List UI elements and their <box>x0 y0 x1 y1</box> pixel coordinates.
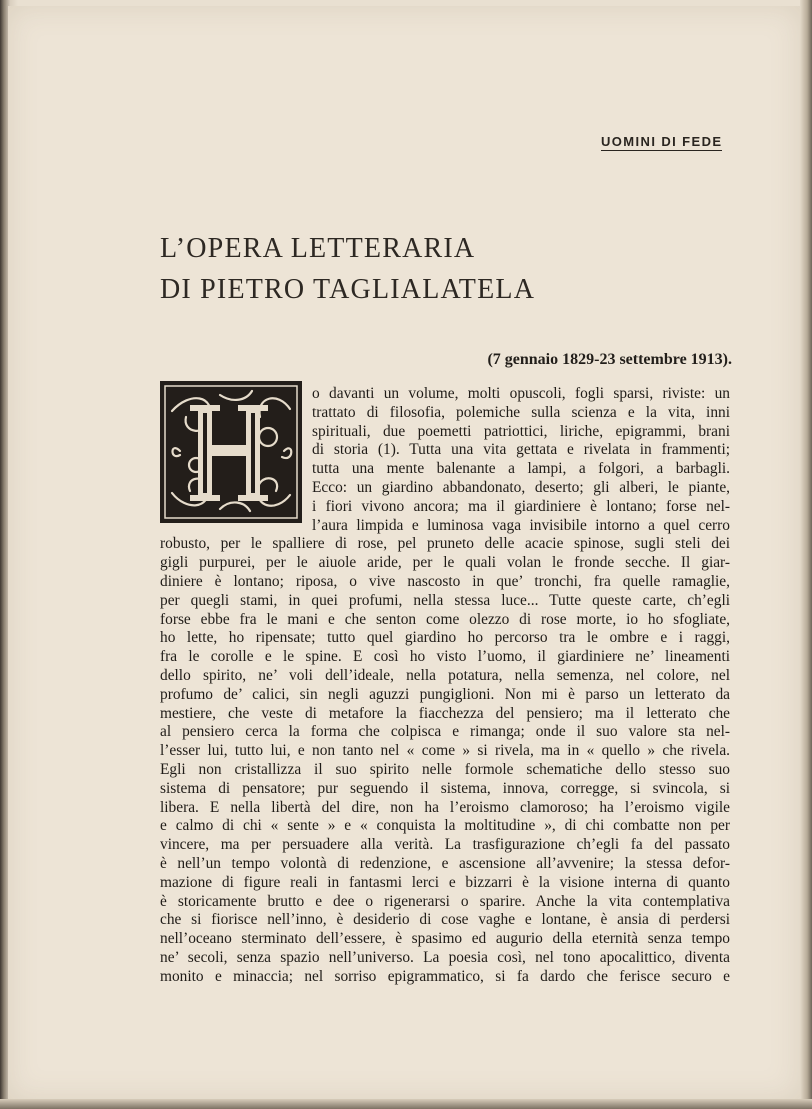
body-line: libera. E nella libertà del dire, non ha l’eroismo clamoroso; ha l’eroismo vigile <box>160 798 730 816</box>
body-line: è nell’un tempo volontà di redenzione, e ascensione all’avvenire; la stessa defor- <box>160 854 730 872</box>
body-line: dello spirito, ne’ voli dell’ideale, nella potatura, nella semenza, nel colore, nel <box>160 666 730 684</box>
article-body <box>160 385 730 987</box>
body-line: Egli non cristallizza il suo spirito nelle formole schematiche dello stesso suo <box>160 760 730 778</box>
body-line: vincere, ma per persuadere alla verità. La trasfigurazione ch’egli fa del passato <box>160 836 730 854</box>
body-line: gigli purpurei, per le aiuole aride, per le quali volan le fronde secche. Il giar- <box>160 554 730 572</box>
title-line-2: DI PIETRO TAGLIALATELA <box>160 274 536 305</box>
body-line: per quegli stami, in quei profumi, nella stessa luce... Tutte queste carte, ch’egli <box>160 591 730 609</box>
title-line-1: L’OPERA LETTERARIA <box>160 233 476 264</box>
body-line: o davanti un volume, molti opuscoli, fogli sparsi, riviste: un <box>312 385 730 402</box>
body-line: che si fiorisce nell’inno, è desiderio di cose vaghe e lontane, è ansia di perdersi <box>160 911 730 929</box>
body-line: è storicamente brutto e dee o rigenerarsi o sparire. Anche la vita contemplativa <box>160 892 730 910</box>
body-line: diniere è lontano; riposa, o vive nascosto in que’ tronchi, fra quelle ramaglie, <box>160 572 730 590</box>
body-line: i fiori vivono ancora; ma il giardiniere è lontano; forse nel- <box>312 497 730 515</box>
body-line: nell’oceano sterminato dell’essere, è spasimo ed augurio della eternità senza tempo <box>160 930 730 948</box>
body-line: robusto, per le spalliere di rose, pel pruneto delle acacie spinose, sugli steli dei <box>160 535 730 553</box>
body-line: ne’ secoli, senza spazio nell’universo. La poesia così, nel tono apocalittico, diventa <box>160 948 730 966</box>
page-edge-bottom <box>0 1099 812 1109</box>
section-header: UOMINI DI FEDE <box>601 134 723 149</box>
body-line: trattato di filosofia, polemiche sulla scienza e la vita, inni <box>312 403 730 421</box>
body-line: al pensiero cerca la forma che colpisca e rimanga; onde il suo valore sta nel- <box>160 723 730 741</box>
page-edge-right <box>800 0 812 1109</box>
body-line: ho lette, ho ripensate; tutto quel giardino ho percorso tra le ombre e i raggi, <box>160 629 730 647</box>
body-line: fra le corolle e le spine. E così ho visto l’uomo, il giardiniere ne’ lineamenti <box>160 648 730 666</box>
body-line: l’aura limpida e luminosa vaga invisibile intorno a quel cerro <box>312 516 730 534</box>
body-line: spirituali, due poemetti patriottici, liriche, epigrammi, brani <box>312 422 730 440</box>
body-line: Ecco: un giardino abbandonato, deserto; gli alberi, le piante, <box>312 478 730 496</box>
life-dates: (7 gennaio 1829-23 settembre 1913). <box>487 351 732 368</box>
body-line: mestiere, che veste di metafore la fiacchezza del pensiero; ma il letterato che <box>160 704 730 722</box>
body-line: di storia (1). Tutta una vita gettata e rivelata in frammenti; <box>312 441 730 459</box>
body-line: forse ebbe fra le mani e che senton come olezzo di rose morte, io ho sfogliate, <box>160 610 730 628</box>
body-line: mazione di figure reali in fantasmi lerci e bizzarri è la visione interna di quanto <box>160 873 730 891</box>
article-title <box>160 228 535 310</box>
body-line: l’esser lui, tutto lui, e non tanto nel « come » si rivela, ma in « quello » che rivela. <box>160 742 730 760</box>
body-line: monito e minaccia; nel sorriso epigrammatico, si fa dardo che ferisce securo e <box>160 967 730 985</box>
body-line: e calmo di chi « sente » e « conquista la moltitudine », di chi combatte non per <box>160 817 730 835</box>
body-line: sistema di pensatore; pur seguendo il sistema, innova, corregge, si svincola, si <box>160 779 730 797</box>
body-line: profumo de’ calici, sin negli aguzzi pungiglioni. Non mi è parso un letterato da <box>160 685 730 703</box>
body-line: tutta una mente balenante a lampi, a folgori, a barbagli. <box>312 460 730 478</box>
